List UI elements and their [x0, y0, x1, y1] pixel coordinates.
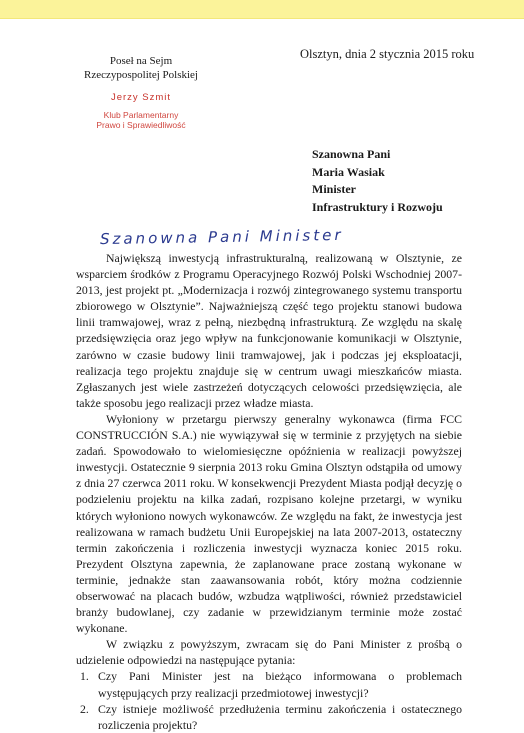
letter-body [76, 250, 462, 733]
sender-club-line2: Prawo i Sprawiedliwość [96, 120, 186, 130]
question-item [76, 668, 462, 700]
question-text: Czy Pani Minister jest na bieżąco informowana o problemach występujących przy realizacji przedmiotowej inwestycji? [98, 669, 462, 700]
question-number: 1. [80, 669, 89, 684]
handwritten-salutation: Szanowna Pani Minister [99, 225, 344, 249]
sender-block [56, 54, 226, 130]
body-paragraph: W związku z powyższym, zwracam się do Pani Minister z prośbą o udzielenie odpowiedzi na następujące pytania: [76, 637, 462, 668]
sender-club-line1: Klub Parlamentarny [103, 110, 179, 120]
sender-name-stamp: Jerzy Szmit [110, 92, 172, 103]
body-paragraph: Największą inwestycją infrastrukturalną, realizowaną w Olsztynie, ze wsparciem środków z Programu Operacyjnego Rozwój Polski Wschodniej 2007-2013, jest projekt pt. „Modernizacja i rozwój zintegrowanego systemu transportu zbiorowego w Olsztynie”. Najważniejszą część tego projektu stanowi budowa linii tramwajowej, wraz z pełną, niezbędną infrastrukturą. Ze względu na skalę przedsięwzięcia oraz jego wpływ na funkcjonowanie komunikacji w Olsztynie, zarówno w czasie budowy linii tramwajowej, jak i podczas jej eksploatacji, realizacja tego projektu znajduje się w centrum uwagi mieszkańców miasta. Zgłaszanych jest wiele zastrzeżeń dotyczących celowości przedsięwzięcia, ale także sposobu jego realizacji przez władze miasta. [76, 251, 462, 410]
question-list [76, 668, 462, 732]
sender-title: Poseł na Sejm [109, 55, 173, 67]
letter-date: Olsztyn, dnia 2 stycznia 2015 roku [300, 47, 475, 61]
addressee-block [312, 146, 443, 216]
question-number: 2. [80, 701, 89, 716]
addressee-line: Szanowna Pani [312, 147, 391, 161]
question-text: Czy istnieje możliwość przedłużenia terminu zakończenia i ostatecznego rozliczenia projektu? [98, 701, 462, 732]
sender-institution: Rzeczypospolitej Polskiej [84, 69, 198, 81]
addressee-line: Maria Wasiak [312, 164, 385, 179]
question-item [76, 701, 462, 733]
addressee-line: Minister [312, 182, 356, 196]
body-paragraph: Wyłoniony w przetargu pierwszy generalny wykonawca (firma FCC CONSTRUCCIÓN S.A.) nie wywiązywał się w terminie z przyjętych na siebie zadań. Spowodowało to wielomiesięczne opóźnienia w realizacji powyższej inwestycji. Ostatecznie 9 sierpnia 2013 roku Gmina Olsztyn odstąpiła od umowy z dnia 27 czerwca 2011 roku. W konsekwencji Prezydent Miasta podjął decyzję o podzieleniu projektu na kilka zadań, rozpisano kolejne przetargi, w wyniku których wyłoniono nowych wykonawców. Ze względu na fakt, że inwestycja jest realizowana w ramach budżetu Unii Europejskiej na lata 2007-2013, ostateczny termin zakończenia i rozliczenia inwestycji wyznacza koniec 2015 roku. Prezydent Olsztyna zapewnia, że zaplanowane prace zostaną wykonane w terminie, jednakże stan zaawansowania robót, który można codziennie obserwować na placach budów, wzbudza wątpliwości, również przedstawiciel branży budowlanej, czy zadanie w przewidzianym terminie może zostać wykonane. [76, 411, 462, 636]
addressee-line: Infrastruktury i Rozwoju [312, 199, 443, 214]
top-color-band [0, 0, 524, 19]
